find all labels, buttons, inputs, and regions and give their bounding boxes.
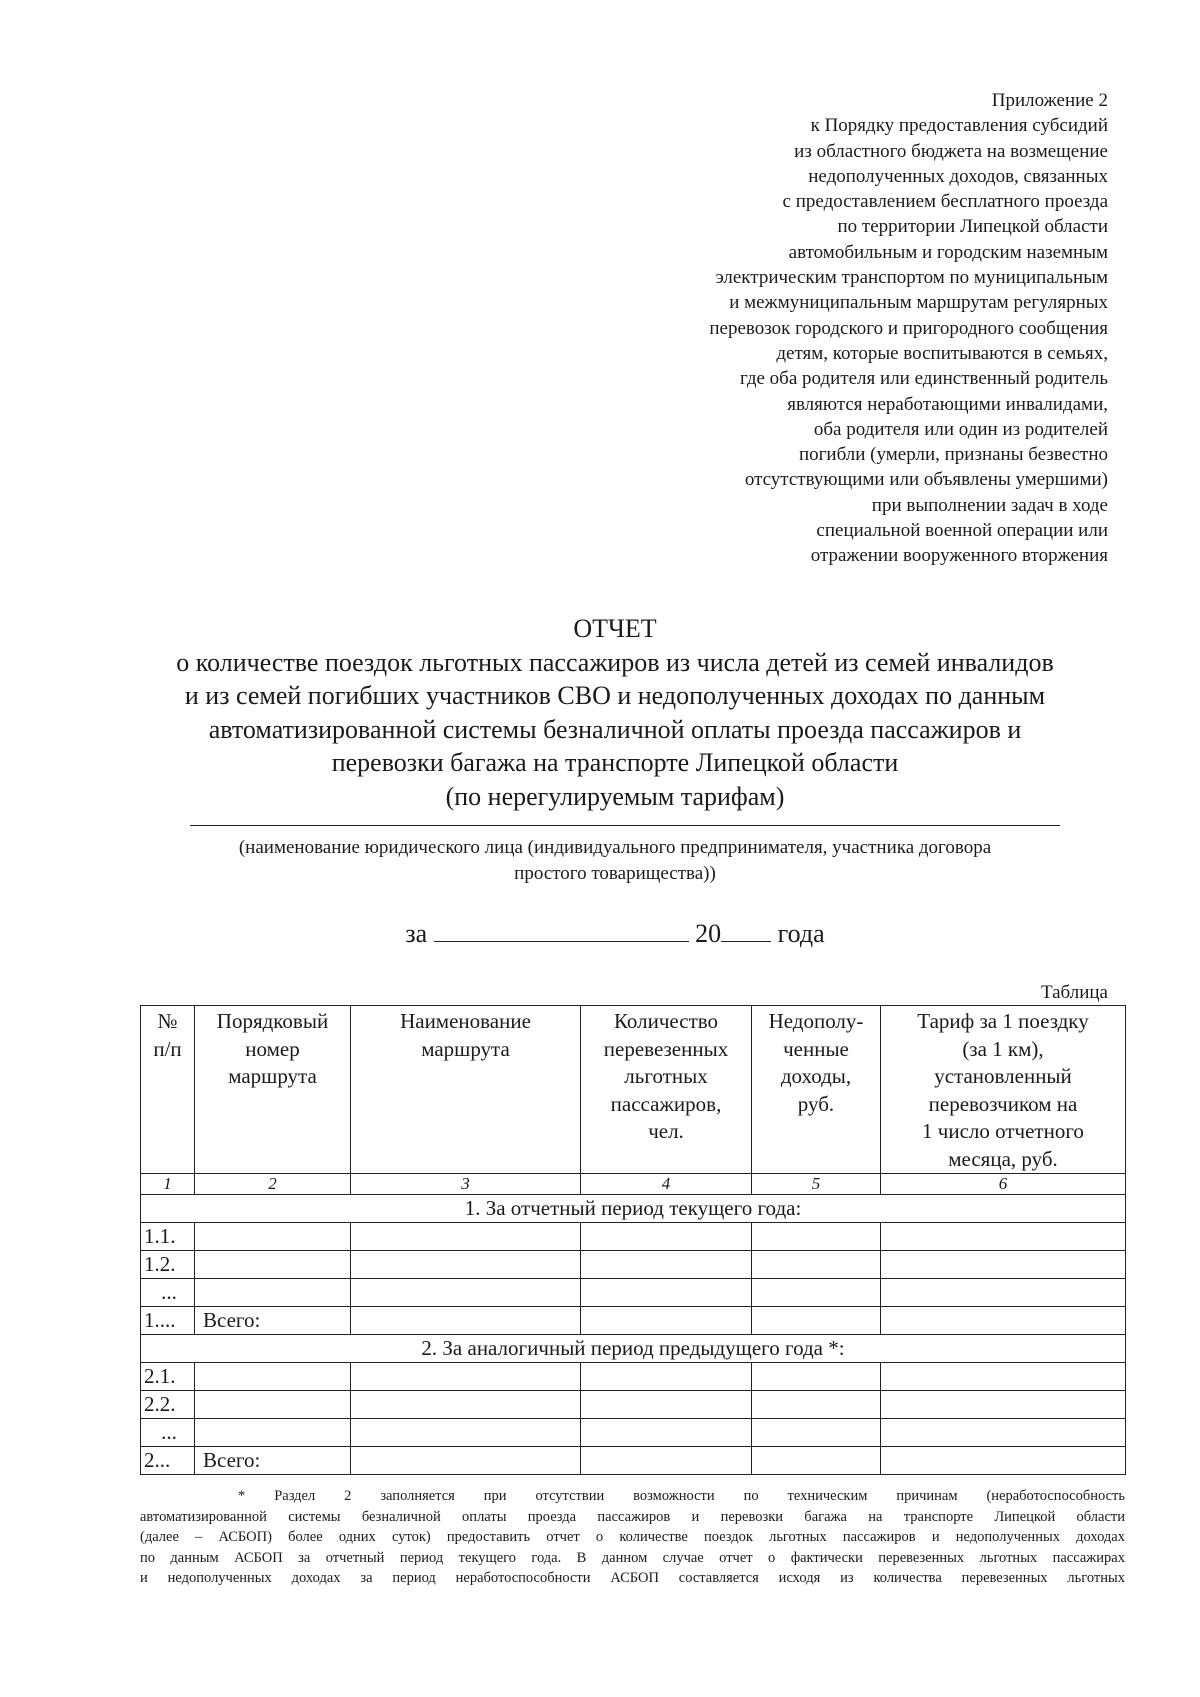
header-col-number [141,1006,195,1174]
lost-income-cell[interactable] [752,1279,881,1307]
header-text: установленный [934,1064,1072,1088]
column-number: 5 [752,1174,881,1195]
lost-income-cell[interactable] [752,1419,881,1447]
passengers-cell[interactable] [581,1307,752,1335]
header-col-tariff [881,1006,1126,1174]
caption-line: (наименование юридического лица (индивидуального предпринимателя, участника договора [238,837,992,858]
route-name-cell[interactable] [351,1447,581,1475]
report-subtitle-line: автоматизированной системы безналичной оплаты проезда пассажиров и [208,714,1022,744]
table-row [141,1223,1126,1251]
route-number-cell[interactable] [195,1419,351,1447]
row-number: ... [141,1419,195,1447]
appendix-line: Приложение 2 [991,90,1108,111]
appendix-line: отражении вооруженного вторжения [810,545,1108,567]
appendix-line: детям, которые воспитываются в семьях, [776,342,1108,364]
appendix-line: перевозок городского и пригородного сообщения [709,317,1108,339]
header-text: маршрута [421,1036,510,1061]
appendix-line: к Порядку предоставления субсидий [810,115,1108,137]
column-number: 6 [881,1174,1126,1195]
organization-name-field[interactable] [190,825,1060,826]
column-number: 1 [141,1174,195,1195]
tariff-cell[interactable] [881,1391,1126,1419]
header-text: (за 1 км), [962,1036,1044,1061]
period-month-field[interactable] [434,915,689,942]
section-row [141,1335,1126,1363]
route-name-cell[interactable] [351,1223,581,1251]
tariff-cell[interactable] [881,1223,1126,1251]
route-number-cell[interactable] [195,1223,351,1251]
route-name-cell[interactable] [351,1251,581,1279]
footnote-line: и недополученных доходах за период неработоспособности АСБОП составляется исходя из количества перевезенных льготных [140,1570,1125,1586]
footnote [140,1486,1125,1589]
column-number: 2 [195,1174,351,1195]
route-name-cell[interactable] [351,1279,581,1307]
appendix-line: отсутствующими или объявлены умершими) [744,469,1108,491]
passengers-cell[interactable] [581,1447,752,1475]
header-text: Порядковый [216,1009,329,1033]
report-period [0,915,1200,949]
table-row [141,1363,1126,1391]
header-text: Количество [613,1009,719,1033]
header-text: перевезенных [603,1036,729,1061]
period-prefix: за [405,919,428,948]
footnote-line: по данным АСБОП за отчетный период текущего года. В данном случае отчет о фактически перевезенных льготных пассажирах [140,1549,1125,1566]
tariff-cell[interactable] [881,1251,1126,1279]
route-name-cell[interactable] [351,1363,581,1391]
period-year-field[interactable] [721,915,771,942]
section-title: 1. За отчетный период текущего года: [141,1195,1126,1223]
report-subtitle-line: о количестве поездок льготных пассажиров из числа детей из семей инвалидов [176,647,1054,677]
passengers-cell[interactable] [581,1251,752,1279]
report-subtitle-line: (по нерегулируемым тарифам) [445,781,785,811]
lost-income-cell[interactable] [752,1391,881,1419]
table-row [141,1251,1126,1279]
lost-income-cell[interactable] [752,1223,881,1251]
tariff-cell[interactable] [881,1307,1126,1335]
report-subtitle-line: и из семей погибших участников СВО и недополученных доходах по данным [184,681,1046,710]
report-heading [140,612,1090,813]
appendix-block [588,88,1108,569]
column-number-row [141,1174,1126,1195]
footnote-line: (далее – АСБОП) более одних суток) предоставить отчет о количестве поездок льготных пассажиров и недополученных доходах [140,1529,1125,1545]
appendix-line: при выполнении задач в ходе [871,494,1108,516]
report-table [140,1005,1126,1475]
row-number: 1.... [141,1307,195,1335]
caption-line: простого товарищества)) [514,863,716,884]
route-number-cell[interactable] [195,1363,351,1391]
header-text: Недополу- [768,1009,864,1033]
row-number: ... [141,1279,195,1307]
header-text: № [157,1009,178,1033]
passengers-cell[interactable] [581,1223,752,1251]
header-text: доходы, [780,1064,852,1088]
header-col-route-number [195,1006,351,1174]
appendix-line: с предоставлением бесплатного проезда [782,191,1108,213]
footnote-line: автоматизированной системы безналичной оплаты проезда пассажиров и перевозки багажа на транспорте Липецкой области [140,1508,1125,1525]
total-label: Всего: [195,1307,351,1335]
section-title: 2. За аналогичный период предыдущего года *: [141,1335,1126,1363]
appendix-line: автомобильным и городским наземным [788,241,1108,263]
report-title: ОТЧЕТ [573,614,657,643]
tariff-cell[interactable] [881,1363,1126,1391]
lost-income-cell[interactable] [752,1447,881,1475]
appendix-line: где оба родителя или единственный родитель [739,368,1108,390]
header-text: п/п [153,1036,182,1061]
header-text: Тариф за 1 поездку [917,1009,1089,1033]
appendix-line: оба родителя или один из родителей [813,418,1108,440]
appendix-line: по территории Липецкой области [837,216,1108,238]
table-label: Таблица [1040,982,1108,1003]
row-number: 2.2. [141,1391,195,1419]
header-text: месяца, руб. [948,1146,1058,1171]
lost-income-cell[interactable] [752,1363,881,1391]
header-text: льготных [624,1064,708,1088]
appendix-line: из областного бюджета на возмещение [794,140,1108,162]
total-label: Всего: [195,1447,351,1475]
route-number-cell[interactable] [195,1251,351,1279]
header-text: перевозчиком на [928,1091,1078,1116]
route-number-cell[interactable] [195,1391,351,1419]
header-text: чел. [648,1119,684,1143]
route-name-cell[interactable] [351,1307,581,1335]
period-year-prefix: 20 [695,919,722,948]
section-row [141,1195,1126,1223]
header-text: Наименование [400,1009,531,1033]
report-subtitle-line: перевозки багажа на транспорте Липецкой области [331,748,899,777]
period-suffix: года [777,919,825,948]
lost-income-cell[interactable] [752,1307,881,1335]
lost-income-cell[interactable] [752,1251,881,1279]
appendix-line: и межмуниципальным маршрутам регулярных [729,292,1108,314]
header-text: пассажиров, [610,1091,722,1116]
tariff-cell[interactable] [881,1279,1126,1307]
header-text: 1 число отчетного [922,1119,1084,1143]
row-number: 1.1. [141,1223,195,1251]
passengers-cell[interactable] [581,1419,752,1447]
header-col-lost-income [752,1006,881,1174]
table-row [141,1419,1126,1447]
appendix-line: погибли (умерли, признаны безвестно [798,444,1108,466]
footnote-line: * Раздел 2 заполняется при отсутствии возможности по техническим причинам (неработоспособность [238,1488,1125,1504]
column-number: 3 [351,1174,581,1195]
header-text: руб. [797,1091,835,1116]
tariff-cell[interactable] [881,1447,1126,1475]
table-row [141,1279,1126,1307]
route-name-cell[interactable] [351,1419,581,1447]
column-number: 4 [581,1174,752,1195]
appendix-line: недополученных доходов, связанных [808,165,1108,187]
table-row [141,1391,1126,1419]
appendix-line: являются неработающими инвалидами, [787,393,1108,415]
header-text: маршрута [228,1064,317,1088]
passengers-cell[interactable] [581,1279,752,1307]
header-text: ченные [783,1036,849,1061]
appendix-line: специальной военной операции или [816,520,1108,542]
header-col-route-name [351,1006,581,1174]
row-number: 2... [141,1447,195,1475]
table-header-row [141,1006,1126,1174]
route-number-cell[interactable] [195,1279,351,1307]
organization-name-caption [140,835,1090,887]
table-total-row [141,1307,1126,1335]
header-text: номер [245,1036,300,1061]
appendix-line: электрическим транспортом по муниципальным [715,267,1108,289]
row-number: 1.2. [141,1251,195,1279]
tariff-cell[interactable] [881,1419,1126,1447]
passengers-cell[interactable] [581,1391,752,1419]
passengers-cell[interactable] [581,1363,752,1391]
header-col-passengers [581,1006,752,1174]
row-number: 2.1. [141,1363,195,1391]
table-total-row [141,1447,1126,1475]
route-name-cell[interactable] [351,1391,581,1419]
